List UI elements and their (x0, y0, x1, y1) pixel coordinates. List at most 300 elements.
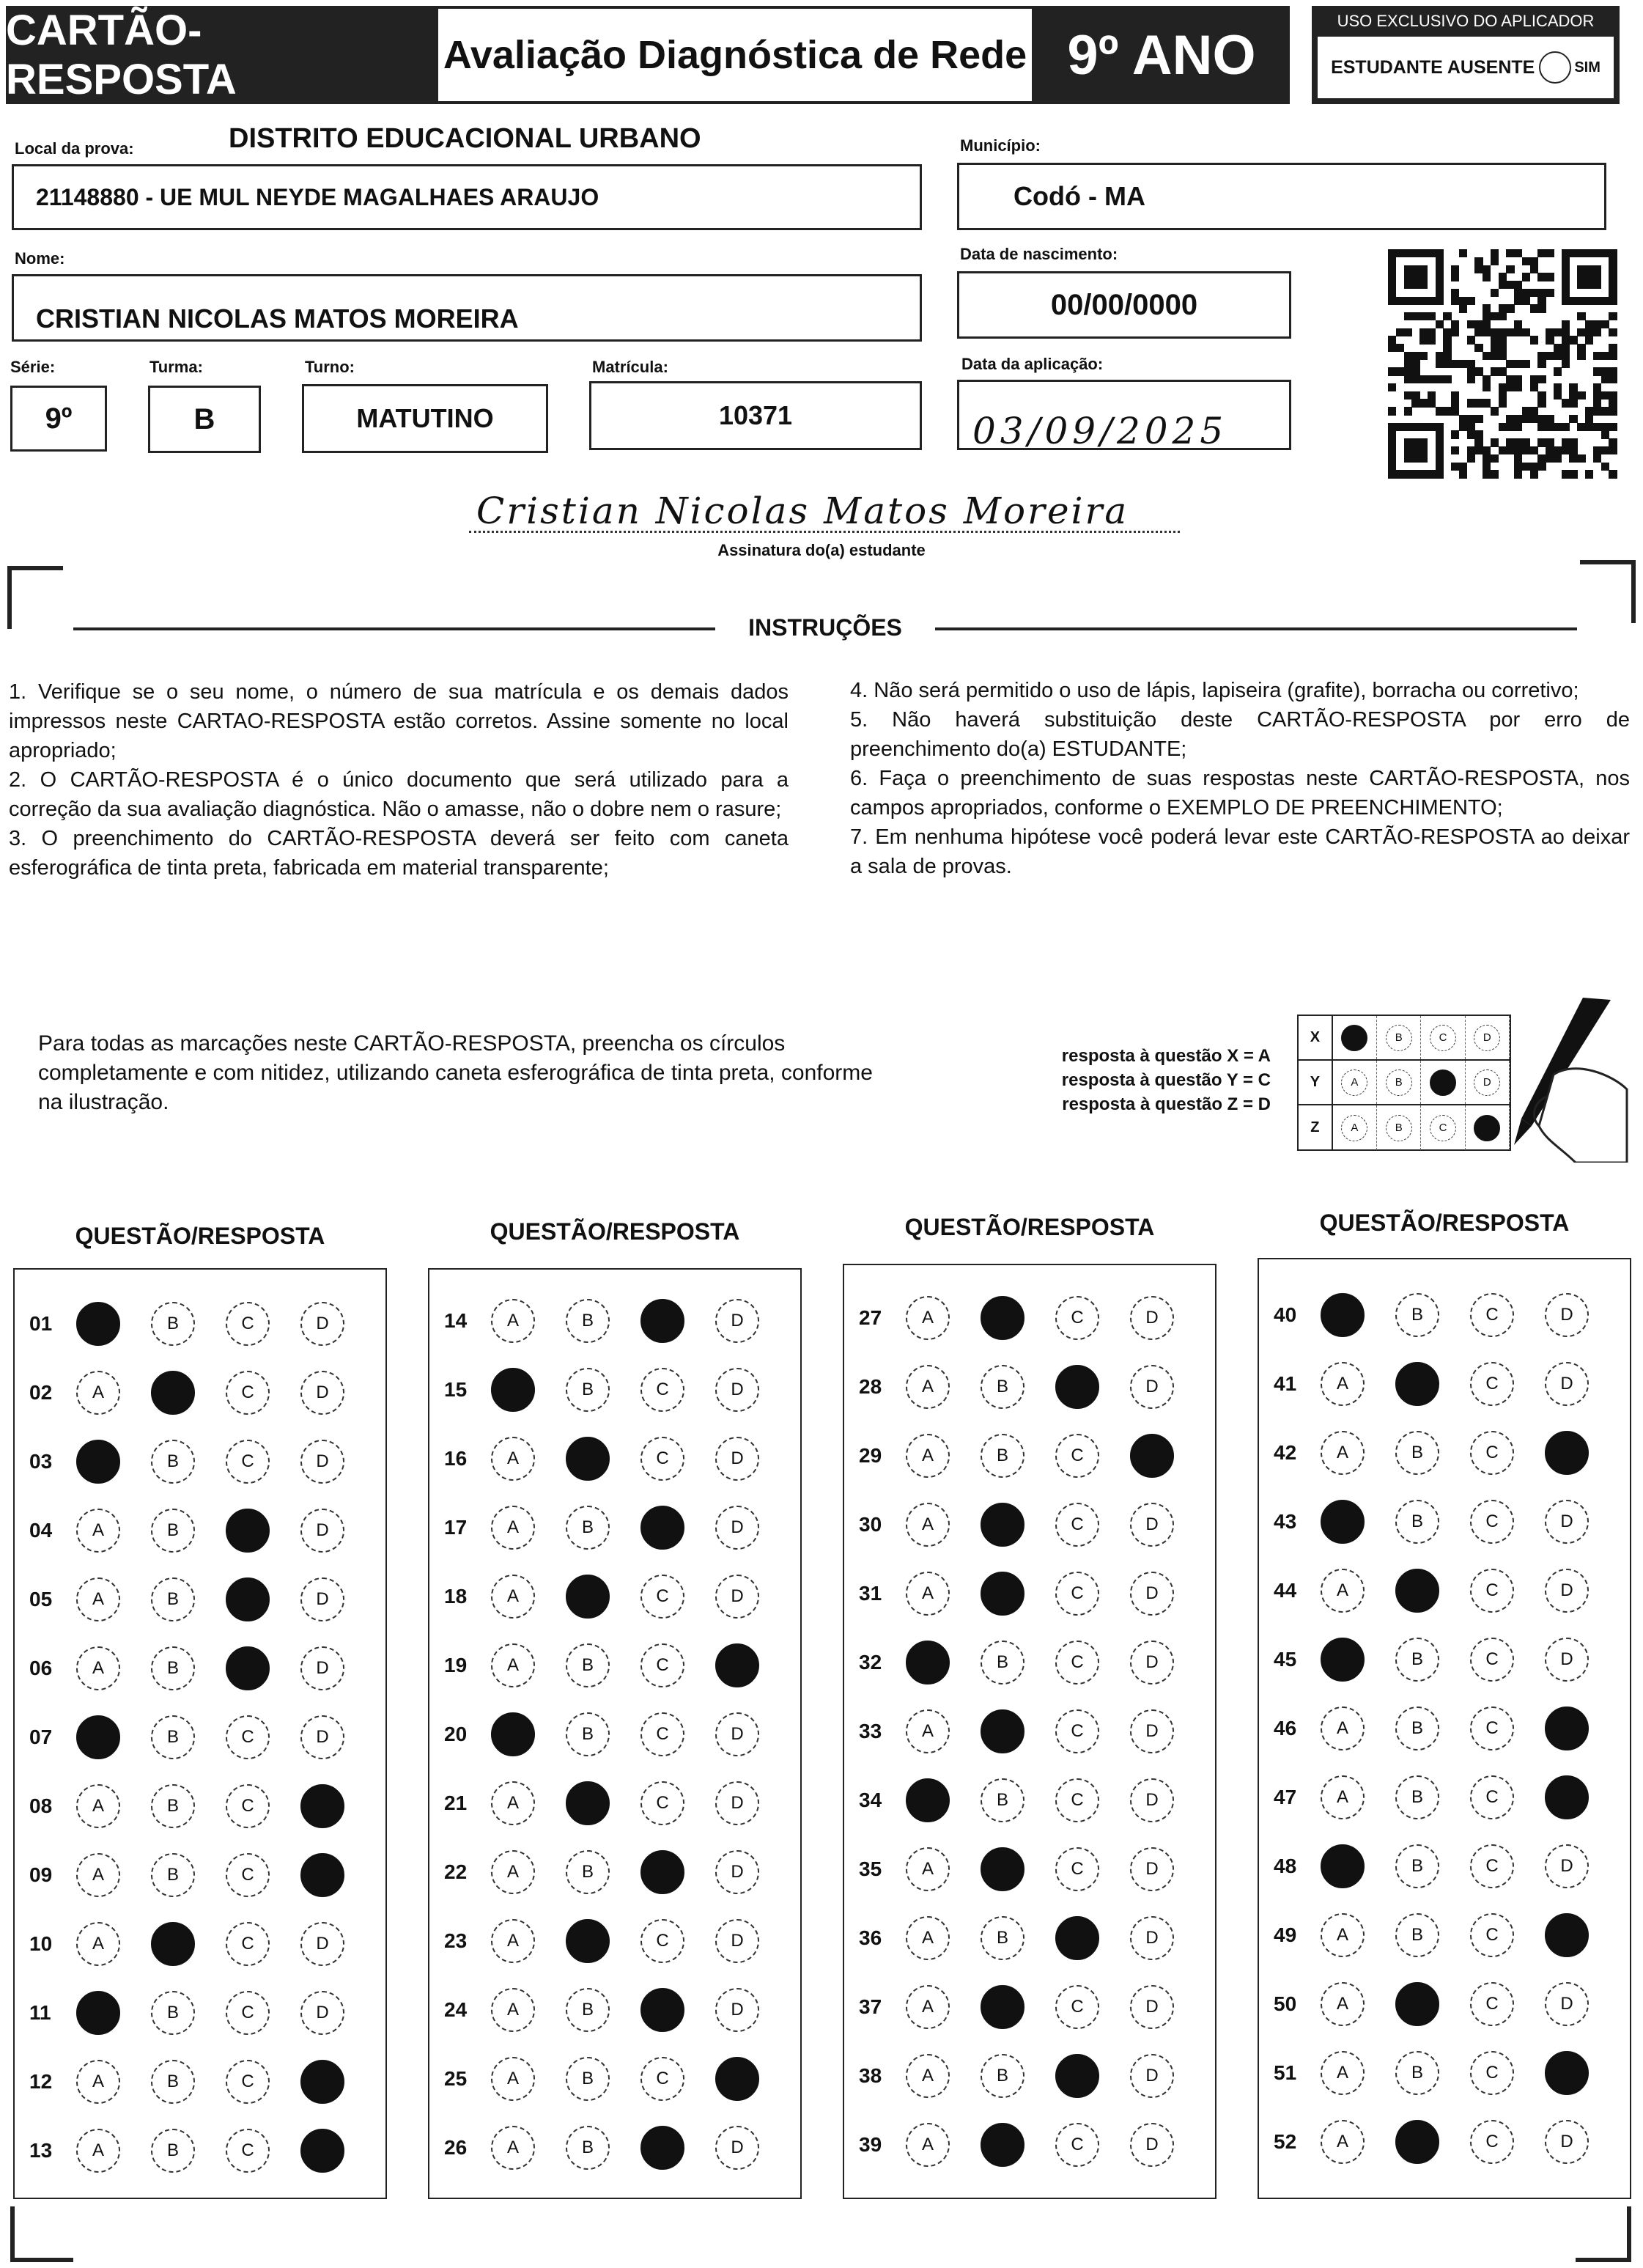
answer-bubble-b[interactable]: B (981, 1778, 1024, 1822)
answer-bubble-a[interactable]: A (76, 1784, 120, 1828)
answer-bubble-d[interactable] (715, 1643, 759, 1687)
qr-module (1436, 407, 1444, 415)
answer-bubble-c[interactable]: C (1055, 1985, 1099, 2029)
instructions-rule-right (935, 627, 1577, 630)
answer-bubble-d[interactable]: D (715, 1919, 759, 1963)
answer-bubble-b[interactable]: B (566, 1712, 610, 1756)
answer-bubble-b[interactable]: B (1395, 1775, 1439, 1819)
answer-bubble-b[interactable]: B (566, 2126, 610, 2170)
answer-bubble-b[interactable] (151, 1371, 195, 1415)
qr-module (1411, 273, 1419, 281)
qr-module (1474, 399, 1483, 407)
instructions-title: INSTRUÇÕES (748, 614, 902, 641)
answer-bubble-d[interactable]: D (715, 1368, 759, 1412)
answer-bubble-c[interactable] (226, 1646, 270, 1690)
answer-bubble-c[interactable]: C (1470, 2120, 1514, 2164)
qr-module (1562, 423, 1570, 431)
qr-module (1593, 352, 1601, 360)
qr-module (1404, 312, 1412, 320)
qr-module (1388, 344, 1396, 352)
answer-bubble-b[interactable]: B (566, 1643, 610, 1687)
answer-bubble-d[interactable]: D (1130, 1778, 1174, 1822)
answer-bubble-c[interactable]: C (640, 1781, 684, 1825)
answer-bubble-c[interactable]: C (226, 1991, 270, 2035)
answer-bubble-b[interactable]: B (1395, 2051, 1439, 2095)
answer-bubble-a[interactable]: A (906, 1916, 950, 1960)
answer-bubble-b[interactable]: B (566, 1368, 610, 1412)
answer-bubble-d[interactable]: D (300, 1440, 344, 1484)
answer-bubble-a[interactable]: A (1321, 1569, 1365, 1613)
qr-module (1419, 249, 1428, 257)
qr-module (1514, 360, 1522, 368)
qr-module (1609, 257, 1617, 265)
class-field: B (148, 386, 261, 453)
qr-module (1411, 470, 1419, 478)
answer-bubble-b[interactable] (981, 2123, 1024, 2167)
corner-mark-tr (1580, 560, 1636, 623)
answer-bubble-b[interactable] (1395, 2120, 1439, 2164)
answer-bubble-a[interactable]: A (1321, 1431, 1365, 1475)
answer-bubble-a[interactable]: A (1321, 1913, 1365, 1957)
answer-bubble-d[interactable]: D (715, 1988, 759, 2032)
answer-bubble-b[interactable]: B (981, 1916, 1024, 1960)
answer-bubble-c[interactable]: C (1055, 1709, 1099, 1753)
answer-bubble-b[interactable] (981, 1985, 1024, 2029)
answer-bubble-c[interactable]: C (226, 1922, 270, 1966)
answer-bubble-b[interactable]: B (151, 1302, 195, 1346)
answer-bubble-d[interactable]: D (715, 1850, 759, 1894)
answer-bubble-a[interactable]: A (1321, 2120, 1365, 2164)
qr-module (1554, 328, 1562, 336)
answer-bubble-a[interactable] (491, 1712, 535, 1756)
answer-bubble-b[interactable]: B (1395, 1431, 1439, 1475)
qr-module (1388, 470, 1396, 478)
answer-bubble-a[interactable]: A (906, 1296, 950, 1340)
qr-module (1388, 281, 1396, 289)
answer-bubble-c[interactable] (1055, 1365, 1099, 1409)
answer-bubble-d[interactable]: D (300, 1991, 344, 2035)
example-bubble-b: B (1386, 1115, 1412, 1141)
answer-bubble-d[interactable]: D (1130, 1709, 1174, 1753)
answer-bubble-c[interactable]: C (1055, 1434, 1099, 1478)
answer-bubble-d[interactable] (300, 1853, 344, 1897)
question-number: 18 (444, 1585, 468, 1608)
answer-bubble-c[interactable]: C (1470, 1706, 1514, 1750)
answer-bubble-d[interactable]: D (1545, 1362, 1589, 1406)
answer-bubble-c[interactable]: C (640, 1712, 684, 1756)
answer-bubble-a[interactable]: A (76, 1509, 120, 1553)
instructions-right: 4. Não será permitido o uso de lápis, lapiseira (grafite), borracha ou corretivo; 5. Não haverá substituição deste CARTÃO-RESPOSTA por erro de preenchimento do(a) ESTUDANTE; 6. Faça o preenchimento de suas respostas neste CARTÃO-RESPOSTA, nos campos apropriados, conforme o EXEMPLO DE PREENCHIMENTO; 7. Em nenhuma hipótese você poderá levar este CARTÃO-RESPOSTA ao deixar a sala de provas. (850, 679, 1630, 878)
question-number: 15 (444, 1378, 468, 1401)
answer-bubble-d[interactable]: D (300, 1715, 344, 1759)
answer-bubble-d[interactable]: D (300, 1922, 344, 1966)
answer-bubble-d[interactable]: D (1545, 1500, 1589, 1544)
answer-bubble-c[interactable] (1055, 2054, 1099, 2098)
qr-module (1537, 438, 1546, 446)
answer-bubble-d[interactable]: D (300, 1646, 344, 1690)
qr-module (1593, 407, 1601, 415)
answer-bubble-a[interactable]: A (906, 1709, 950, 1753)
qr-module (1514, 438, 1522, 446)
answer-bubble-c[interactable]: C (226, 2060, 270, 2104)
qr-module (1577, 312, 1585, 320)
answer-bubble-d[interactable]: D (1545, 2120, 1589, 2164)
answer-bubble-a[interactable]: A (906, 1847, 950, 1891)
qr-module (1601, 391, 1609, 400)
answer-bubble-a[interactable] (76, 1440, 120, 1484)
answer-bubble-d[interactable] (715, 2057, 759, 2101)
answer-bubble-c[interactable]: C (1055, 1296, 1099, 1340)
answer-bubble-a[interactable] (1321, 1844, 1365, 1888)
qr-module (1404, 281, 1412, 289)
answer-bubble-a[interactable]: A (491, 1919, 535, 1963)
answer-bubble-c[interactable]: C (226, 1784, 270, 1828)
answer-bubble-c[interactable]: C (1055, 2123, 1099, 2167)
answer-bubble-a[interactable] (76, 1715, 120, 1759)
answer-bubble-d[interactable]: D (1130, 1985, 1174, 2029)
answer-bubble-d[interactable]: D (1130, 1572, 1174, 1616)
example-bubble-b: B (1386, 1025, 1412, 1051)
answer-bubble-a[interactable]: A (491, 1850, 535, 1894)
qr-module (1411, 297, 1419, 305)
answer-bubble-d[interactable]: D (715, 1506, 759, 1550)
answer-bubble-c[interactable]: C (1055, 1572, 1099, 1616)
question-number: 03 (29, 1450, 53, 1473)
answer-bubble-a[interactable]: A (906, 2054, 950, 2098)
answer-bubble-b[interactable] (566, 1575, 610, 1619)
answer-bubble-a[interactable]: A (906, 1434, 950, 1478)
answer-bubble-d[interactable]: D (715, 1575, 759, 1619)
qr-module (1499, 367, 1507, 375)
answer-bubble-a[interactable]: A (76, 2060, 120, 2104)
answer-bubble-d[interactable] (1545, 1775, 1589, 1819)
answer-bubble-d[interactable]: D (1130, 1847, 1174, 1891)
answer-bubble-b[interactable] (566, 1919, 610, 1963)
answer-bubble-d[interactable]: D (715, 2126, 759, 2170)
answer-bubble-a[interactable]: A (1321, 1775, 1365, 1819)
answer-bubble-d[interactable]: D (1545, 1569, 1589, 1613)
answer-bubble-c[interactable]: C (1055, 1641, 1099, 1685)
question-number: 35 (859, 1858, 882, 1880)
class-label: Turma: (149, 358, 203, 376)
answer-bubble-c[interactable] (640, 1850, 684, 1894)
answer-bubble-b[interactable]: B (566, 1988, 610, 2032)
answer-bubble-a[interactable]: A (491, 2057, 535, 2101)
qr-module (1483, 470, 1491, 478)
answer-bubble-a[interactable]: A (491, 1643, 535, 1687)
answer-bubble-c[interactable]: C (1055, 1503, 1099, 1547)
answer-bubble-b[interactable] (566, 1437, 610, 1481)
answer-bubble-d[interactable] (300, 2129, 344, 2173)
answer-bubble-c[interactable]: C (1470, 1431, 1514, 1475)
answer-bubble-b[interactable] (981, 1847, 1024, 1891)
absent-checkbox[interactable] (1539, 51, 1571, 84)
qr-module (1443, 360, 1451, 368)
qr-module (1388, 463, 1396, 471)
answer-bubble-c[interactable]: C (1470, 1638, 1514, 1682)
qr-module (1593, 265, 1601, 273)
answer-bubble-b[interactable]: B (566, 2057, 610, 2101)
question-number: 39 (859, 2133, 882, 2156)
answer-bubble-b[interactable]: B (1395, 1913, 1439, 1957)
answer-bubble-b[interactable]: B (1395, 1706, 1439, 1750)
answer-bubble-b[interactable] (566, 1781, 610, 1825)
answer-bubble-b[interactable]: B (151, 2060, 195, 2104)
answer-bubble-c[interactable] (640, 2126, 684, 2170)
answer-bubble-c[interactable]: C (1470, 1913, 1514, 1957)
answer-bubble-c[interactable]: C (640, 1437, 684, 1481)
answer-bubble-b[interactable]: B (1395, 1844, 1439, 1888)
answer-bubble-a[interactable]: A (76, 1922, 120, 1966)
question-number: 42 (1274, 1441, 1297, 1464)
qr-module (1514, 281, 1522, 289)
answer-bubble-a[interactable] (491, 1368, 535, 1412)
answer-bubble-b[interactable]: B (981, 1434, 1024, 1478)
qr-module (1396, 344, 1404, 352)
answer-bubble-c[interactable]: C (226, 1853, 270, 1897)
answer-bubble-b[interactable]: B (151, 1991, 195, 2035)
qr-module (1569, 399, 1577, 407)
answer-bubble-b[interactable]: B (151, 1715, 195, 1759)
answer-bubble-d[interactable] (1545, 1431, 1589, 1475)
answer-bubble-a[interactable]: A (76, 1577, 120, 1621)
answer-bubble-c[interactable]: C (226, 1302, 270, 1346)
answer-bubble-c[interactable]: C (1470, 1293, 1514, 1337)
qr-module (1388, 249, 1396, 257)
answer-bubble-c[interactable]: C (640, 1643, 684, 1687)
answer-bubble-b[interactable] (981, 1572, 1024, 1616)
answer-bubble-c[interactable] (1055, 1916, 1099, 1960)
answer-bubble-b[interactable]: B (981, 1641, 1024, 1685)
qr-module (1546, 249, 1554, 257)
qr-module (1451, 320, 1459, 328)
answer-bubble-d[interactable] (1130, 1434, 1174, 1478)
qr-module (1491, 367, 1499, 375)
qr-module (1601, 423, 1609, 431)
answer-bubble-d[interactable]: D (300, 1302, 344, 1346)
qr-module (1562, 446, 1570, 454)
answer-bubble-c[interactable]: C (1470, 1500, 1514, 1544)
qr-module (1522, 257, 1530, 265)
answer-bubble-c[interactable]: C (226, 2129, 270, 2173)
answer-bubble-b[interactable]: B (566, 1506, 610, 1550)
qr-module (1546, 289, 1554, 297)
answer-bubble-a[interactable] (76, 1991, 120, 2035)
answer-bubble-a[interactable]: A (76, 1646, 120, 1690)
answer-row (1259, 1431, 1620, 1475)
answer-bubble-c[interactable]: C (226, 1715, 270, 1759)
answer-bubble-a[interactable]: A (76, 1371, 120, 1415)
answer-bubble-b[interactable]: B (151, 1440, 195, 1484)
answer-bubble-c[interactable] (640, 1988, 684, 2032)
answer-bubble-c[interactable]: C (1470, 2051, 1514, 2095)
answer-bubble-c[interactable]: C (640, 1575, 684, 1619)
answer-bubble-b[interactable]: B (1395, 1293, 1439, 1337)
qr-module (1593, 328, 1601, 336)
answer-bubble-a[interactable]: A (76, 1853, 120, 1897)
answer-bubble-c[interactable]: C (226, 1371, 270, 1415)
answer-bubble-b[interactable]: B (566, 1299, 610, 1343)
answer-bubble-b[interactable] (981, 1503, 1024, 1547)
question-number: 41 (1274, 1372, 1297, 1395)
answer-bubble-a[interactable]: A (491, 2126, 535, 2170)
answer-bubble-c[interactable]: C (1470, 1982, 1514, 2026)
answer-bubble-d[interactable]: D (1130, 1296, 1174, 1340)
answer-bubble-c[interactable]: C (226, 1440, 270, 1484)
answer-bubble-d[interactable]: D (300, 1371, 344, 1415)
qr-module (1554, 344, 1562, 352)
qr-module (1537, 375, 1546, 383)
answer-bubble-d[interactable]: D (1545, 1293, 1589, 1337)
answer-bubble-a[interactable]: A (1321, 2051, 1365, 2095)
answer-bubble-b[interactable]: B (1395, 1638, 1439, 1682)
answer-bubble-b[interactable]: B (981, 2054, 1024, 2098)
answer-bubble-c[interactable]: C (1470, 1362, 1514, 1406)
answer-bubble-a[interactable] (1321, 1293, 1365, 1337)
answer-bubble-a[interactable]: A (1321, 1706, 1365, 1750)
qr-module (1499, 328, 1507, 336)
answer-bubble-b[interactable]: B (151, 1646, 195, 1690)
answer-bubble-d[interactable]: D (715, 1437, 759, 1481)
answer-bubble-c[interactable]: C (1055, 1778, 1099, 1822)
qr-module (1491, 344, 1499, 352)
answer-bubble-c[interactable] (226, 1509, 270, 1553)
answer-bubble-d[interactable] (1545, 1706, 1589, 1750)
answer-bubble-d[interactable]: D (300, 1577, 344, 1621)
answer-bubble-d[interactable]: D (1545, 1638, 1589, 1682)
answer-bubble-a[interactable]: A (491, 1781, 535, 1825)
answer-bubble-d[interactable]: D (1130, 1916, 1174, 1960)
answer-bubble-a[interactable] (906, 1778, 950, 1822)
answer-bubble-b[interactable] (1395, 1982, 1439, 2026)
qr-module (1474, 328, 1483, 336)
answer-bubble-d[interactable] (1545, 2051, 1589, 2095)
answer-bubble-d[interactable]: D (1130, 1641, 1174, 1685)
question-number: 01 (29, 1312, 53, 1335)
answer-bubble-b[interactable] (981, 1709, 1024, 1753)
question-number: 44 (1274, 1579, 1297, 1602)
answer-bubble-d[interactable]: D (1545, 1982, 1589, 2026)
qr-module (1419, 265, 1428, 273)
answer-bubble-d[interactable] (1545, 1913, 1589, 1957)
answer-bubble-a[interactable]: A (76, 2129, 120, 2173)
answer-bubble-b[interactable]: B (151, 1509, 195, 1553)
qr-module (1593, 446, 1601, 454)
answer-bubble-d[interactable]: D (1130, 1503, 1174, 1547)
qr-module (1585, 265, 1593, 273)
answer-bubble-b[interactable] (1395, 1362, 1439, 1406)
answer-bubble-a[interactable]: A (1321, 1982, 1365, 2026)
answer-bubble-a[interactable] (76, 1302, 120, 1346)
answer-bubble-b[interactable]: B (151, 1853, 195, 1897)
qr-module (1411, 281, 1419, 289)
answer-bubble-d[interactable]: D (1545, 1844, 1589, 1888)
qr-module (1388, 336, 1396, 344)
answer-bubble-b[interactable] (1395, 1569, 1439, 1613)
qr-module (1467, 375, 1475, 383)
qr-module (1530, 265, 1538, 273)
answer-bubble-c[interactable] (640, 1506, 684, 1550)
answer-bubble-b[interactable] (981, 1296, 1024, 1340)
answer-bubble-a[interactable]: A (491, 1437, 535, 1481)
answer-bubble-d[interactable]: D (715, 1299, 759, 1343)
answer-bubble-d[interactable]: D (1130, 2123, 1174, 2167)
answer-bubble-a[interactable]: A (906, 1365, 950, 1409)
answer-bubble-c[interactable] (226, 1577, 270, 1621)
answer-bubble-a[interactable] (1321, 1500, 1365, 1544)
qr-module (1514, 383, 1522, 391)
answer-bubble-d[interactable]: D (1130, 2054, 1174, 2098)
answer-bubble-b[interactable]: B (981, 1365, 1024, 1409)
question-number: 48 (1274, 1855, 1297, 1877)
answer-bubble-c[interactable]: C (1470, 1844, 1514, 1888)
answer-row (1259, 1362, 1620, 1406)
answer-bubble-a[interactable]: A (906, 1503, 950, 1547)
answer-bubble-a[interactable]: A (1321, 1362, 1365, 1406)
answer-bubble-b[interactable]: B (151, 1577, 195, 1621)
answer-bubble-c[interactable] (640, 1299, 684, 1343)
answer-bubble-c[interactable]: C (1470, 1569, 1514, 1613)
answer-bubble-a[interactable] (1321, 1638, 1365, 1682)
qr-module (1419, 352, 1428, 360)
qr-module (1459, 297, 1467, 305)
answer-bubble-c[interactable]: C (1055, 1847, 1099, 1891)
answer-bubble-b[interactable]: B (151, 2129, 195, 2173)
answer-bubble-b[interactable]: B (1395, 1500, 1439, 1544)
answer-bubble-a[interactable] (906, 1641, 950, 1685)
answer-bubble-a[interactable]: A (491, 1575, 535, 1619)
question-number: 12 (29, 2070, 53, 2093)
answer-bubble-b[interactable]: B (151, 1784, 195, 1828)
answer-bubble-a[interactable]: A (906, 1572, 950, 1616)
qr-module (1396, 297, 1404, 305)
answer-bubble-c[interactable]: C (640, 1919, 684, 1963)
answer-bubble-a[interactable]: A (906, 1985, 950, 2029)
answer-bubble-c[interactable]: C (640, 1368, 684, 1412)
answer-bubble-a[interactable]: A (491, 1988, 535, 2032)
question-number: 37 (859, 1995, 882, 2018)
answer-bubble-d[interactable]: D (1130, 1365, 1174, 1409)
answer-bubble-d[interactable]: D (715, 1781, 759, 1825)
answer-bubble-c[interactable]: C (640, 2057, 684, 2101)
qr-module (1530, 407, 1538, 415)
qr-module (1514, 470, 1522, 478)
answer-bubble-b[interactable]: B (566, 1850, 610, 1894)
answer-bubble-d[interactable] (300, 1784, 344, 1828)
qr-module (1451, 430, 1459, 438)
qr-module (1577, 281, 1585, 289)
answer-bubble-a[interactable]: A (906, 2123, 950, 2167)
answer-row (844, 1296, 1205, 1340)
qr-module (1537, 423, 1546, 431)
answer-bubble-c[interactable]: C (1470, 1775, 1514, 1819)
qr-module (1499, 383, 1507, 391)
answer-bubble-a[interactable]: A (491, 1506, 535, 1550)
qr-module (1474, 415, 1483, 423)
qr-module (1499, 344, 1507, 352)
answer-bubble-d[interactable]: D (300, 1509, 344, 1553)
shift-label: Turno: (305, 358, 355, 376)
qr-module (1474, 446, 1483, 454)
qr-module (1609, 328, 1617, 336)
answer-bubble-a[interactable]: A (491, 1299, 535, 1343)
answer-bubble-d[interactable] (300, 2060, 344, 2104)
qr-module (1569, 383, 1577, 391)
answer-row (1259, 2051, 1620, 2095)
answer-bubble-b[interactable] (151, 1922, 195, 1966)
answer-bubble-d[interactable]: D (715, 1712, 759, 1756)
answer-row (429, 1919, 790, 1963)
